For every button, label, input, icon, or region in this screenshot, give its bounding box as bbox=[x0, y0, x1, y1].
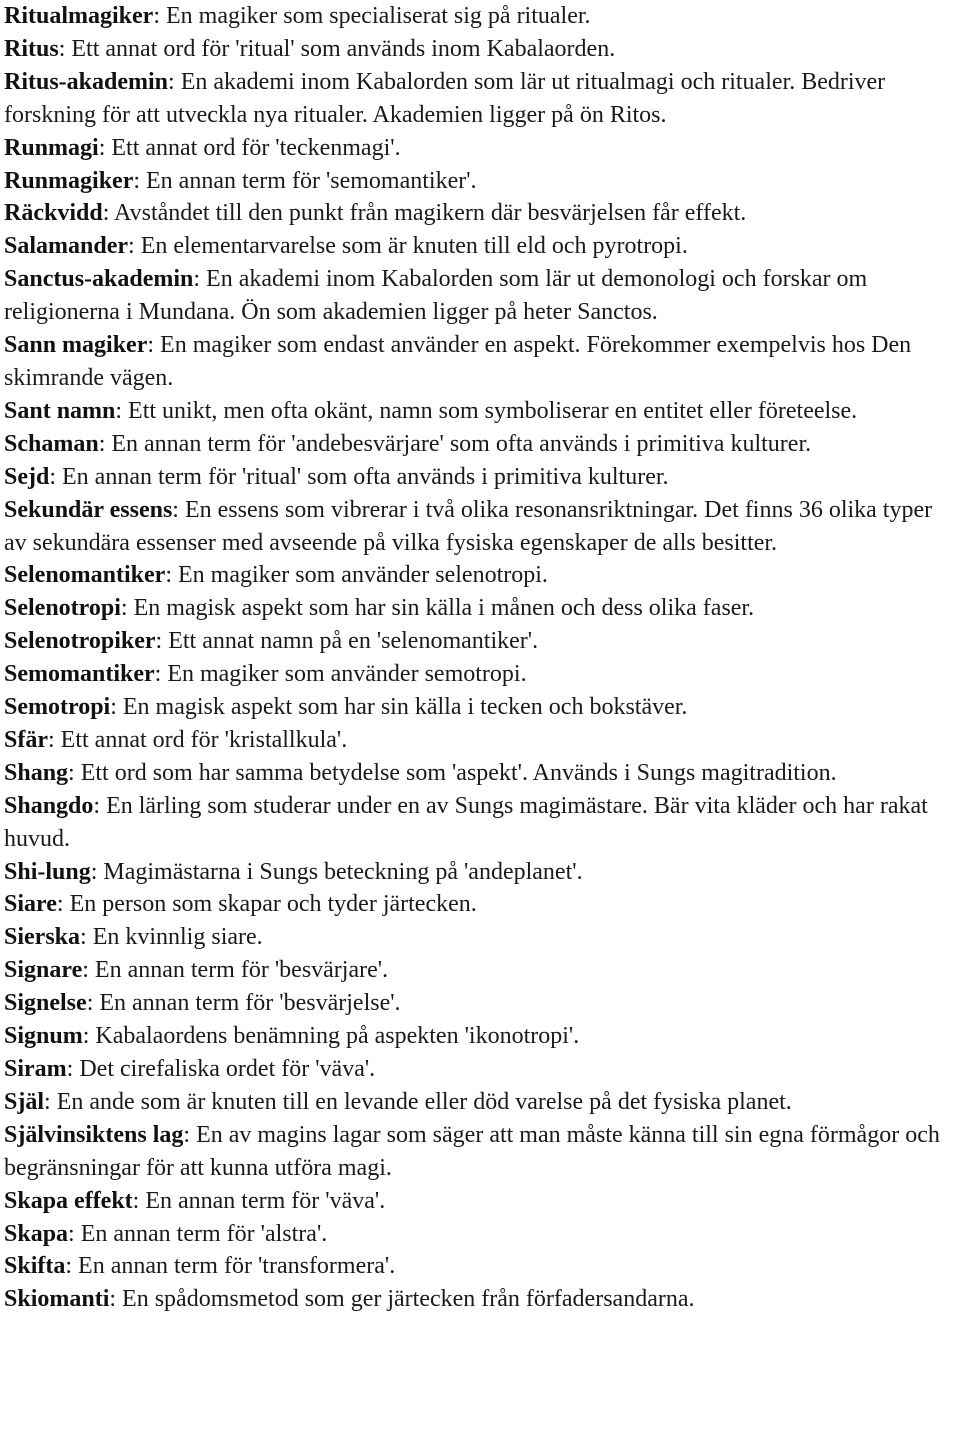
glossary-definition: En magisk aspekt som har sin källa i månen och dess olika faser. bbox=[133, 595, 755, 622]
glossary-term: Semotropi bbox=[4, 694, 111, 721]
glossary-term: Sfär bbox=[4, 726, 48, 753]
glossary-term: Signelse bbox=[4, 990, 87, 1017]
glossary-definition: Det cirefaliska ordet för 'väva'. bbox=[79, 1056, 376, 1082]
glossary-entry: Skapa: En annan term för 'alstra'. bbox=[4, 1220, 328, 1247]
glossary-entry: Ritualmagiker: En magiker som specialiserat sig på ritualer. bbox=[4, 3, 591, 29]
glossary-entry: Runmagi: Ett annat ord för 'teckenmagi'. bbox=[4, 134, 401, 161]
glossary-list bbox=[4, 0, 956, 1316]
glossary-term: Sekundär essens bbox=[4, 496, 173, 523]
glossary-term: Skifta bbox=[4, 1253, 66, 1280]
glossary-term: Sanctus-akademin bbox=[4, 266, 194, 293]
glossary-term: Schaman bbox=[4, 430, 99, 457]
glossary-entry: Salamander: En elementarvarelse som är knuten till eld och pyrotropi. bbox=[4, 233, 688, 260]
glossary-term: Siram bbox=[4, 1056, 67, 1082]
glossary-entry: Selenotropiker: Ett annat namn på en 'selenomantiker'. bbox=[4, 628, 539, 655]
glossary-term: Runmagiker bbox=[4, 167, 134, 194]
glossary-entry: Schaman: En annan term för 'andebesvärjare' som ofta används i primitiva kulturer. bbox=[4, 430, 812, 457]
glossary-definition: En akademi inom Kabalorden som lär ut ritualmagi och ritualer. Bedriver forskning för att utveckla nya ritualer. Akademien ligger på ön Ritos. bbox=[4, 68, 886, 128]
glossary-definition: Magimästarna i Sungs beteckning på 'andeplanet'. bbox=[103, 858, 583, 885]
glossary-definition: Ett unikt, men ofta okänt, namn som symboliserar en entitet eller företeelse. bbox=[128, 397, 858, 424]
glossary-definition: En magiker som endast använder en aspekt. Förekommer exempelvis hos Den skimrande vägen. bbox=[4, 332, 912, 391]
glossary-definition: Ett annat ord för 'teckenmagi'. bbox=[111, 134, 401, 161]
glossary-term: Selenotropi bbox=[4, 595, 121, 622]
glossary-entry: Siram: Det cirefaliska ordet för 'väva'. bbox=[4, 1056, 376, 1082]
glossary-definition: En kvinnlig siare. bbox=[92, 924, 263, 951]
glossary-entry: Ritus: Ett annat ord för 'ritual' som används inom Kabalaorden. bbox=[4, 35, 616, 62]
glossary-entry: Själ: En ande som är knuten till en levande eller död varelse på det fysiska planet. bbox=[4, 1088, 792, 1115]
glossary-entry: Semomantiker: En magiker som använder semotropi. bbox=[4, 661, 527, 688]
glossary-definition: Ett annat namn på en 'selenomantiker'. bbox=[168, 628, 539, 655]
glossary-definition: En spådomsmetod som ger järtecken från förfadersandarna. bbox=[122, 1286, 695, 1313]
glossary-definition: En essens som vibrerar i två olika resonansriktningar. Det finns 36 olika typer av sekundära essenser med avseende på vilka fysiska egenskaper de alls besitter. bbox=[4, 496, 933, 556]
glossary-definition: Ett annat ord för 'kristallkula'. bbox=[60, 726, 348, 753]
glossary-definition: En magiker som använder semotropi. bbox=[167, 661, 527, 688]
glossary-term: Sierska bbox=[4, 924, 81, 951]
glossary-definition: En person som skapar och tyder järtecken. bbox=[69, 891, 477, 918]
glossary-term: Shangdo bbox=[4, 792, 94, 819]
glossary-definition: En magisk aspekt som har sin källa i tecken och bokstäver. bbox=[122, 694, 688, 721]
glossary-definition: En annan term för 'alstra'. bbox=[80, 1220, 328, 1247]
glossary-term: Signum bbox=[4, 1023, 83, 1050]
glossary-entry: Skifta: En annan term för 'transformera'. bbox=[4, 1253, 396, 1280]
glossary-definition: Kabalaordens benämning på aspekten 'ikonotropi'. bbox=[95, 1023, 580, 1050]
glossary-entry: Shi-lung: Magimästarna i Sungs beteckning på 'andeplanet'. bbox=[4, 858, 583, 885]
glossary-entry: Selenomantiker: En magiker som använder selenotropi. bbox=[4, 562, 548, 589]
glossary-definition: En av magins lagar som säger att man måste känna till sin egna förmågor och begränsningar för att kunna utföra magi. bbox=[4, 1121, 940, 1181]
glossary-term: Selenomantiker bbox=[4, 562, 166, 589]
glossary-term: Räckvidd bbox=[4, 200, 103, 227]
glossary-term: Sant namn bbox=[4, 397, 116, 424]
glossary-entry: Signelse: En annan term för 'besvärjelse'. bbox=[4, 990, 401, 1017]
glossary-entry: Sanctus-akademin: En akademi inom Kabalorden som lär ut demonologi och forskar om religionerna i Mundana. Ön som akademien ligger på heter Sanctos. bbox=[4, 266, 868, 326]
glossary-entry: Ritus-akademin: En akademi inom Kabalorden som lär ut ritualmagi och ritualer. Bedriver forskning för att utveckla nya ritualer. Akademien ligger på ön Ritos. bbox=[4, 68, 886, 128]
glossary-definition: En magiker som använder selenotropi. bbox=[178, 562, 548, 589]
glossary-term: Skiomanti bbox=[4, 1286, 110, 1313]
glossary-definition: En annan term för 'väva'. bbox=[145, 1187, 386, 1214]
glossary-definition: En elementarvarelse som är knuten till eld och pyrotropi. bbox=[140, 233, 688, 260]
glossary-term: Själ bbox=[4, 1088, 45, 1115]
glossary-entry: Sekundär essens: En essens som vibrerar i två olika resonansriktningar. Det finns 36 olika typer av sekundära essenser med avseende på vilka fysiska egenskaper de alls besitter. bbox=[4, 496, 933, 556]
glossary-entry: Semotropi: En magisk aspekt som har sin källa i tecken och bokstäver. bbox=[4, 694, 688, 721]
glossary-term: Shi-lung bbox=[4, 858, 91, 885]
glossary-entry: Självinsiktens lag: En av magins lagar som säger att man måste känna till sin egna förmågor och begränsningar för att kunna utföra magi. bbox=[4, 1121, 940, 1181]
glossary-term: Salamander bbox=[4, 233, 129, 260]
glossary-definition: Ett ord som har samma betydelse som 'aspekt'. Används i Sungs magitradition. bbox=[80, 759, 837, 786]
glossary-definition: En annan term för 'besvärjelse'. bbox=[99, 990, 401, 1017]
glossary-definition: En akademi inom Kabalorden som lär ut demonologi och forskar om religionerna i Mundana. Ön som akademien ligger på heter Sanctos. bbox=[4, 266, 868, 326]
glossary-entry: Shangdo: En lärling som studerar under en av Sungs magimästare. Bär vita kläder och har rakat huvud. bbox=[4, 792, 928, 852]
glossary-definition: En annan term för 'besvärjare'. bbox=[94, 957, 389, 984]
glossary-term: Sann magiker bbox=[4, 332, 148, 359]
glossary-entry: Sant namn: Ett unikt, men ofta okänt, namn som symboliserar en entitet eller företeelse. bbox=[4, 397, 858, 424]
glossary-entry: Sfär: Ett annat ord för 'kristallkula'. bbox=[4, 726, 348, 753]
glossary-term: Ritualmagiker bbox=[4, 3, 154, 29]
glossary-entry: Sejd: En annan term för 'ritual' som ofta används i primitiva kulturer. bbox=[4, 463, 669, 490]
glossary-entry: Sann magiker: En magiker som endast använder en aspekt. Förekommer exempelvis hos Den skimrande vägen. bbox=[4, 332, 912, 391]
glossary-term: Signare bbox=[4, 957, 83, 984]
glossary-term: Semomantiker bbox=[4, 661, 155, 688]
glossary-definition: En annan term för 'transformera'. bbox=[78, 1253, 396, 1280]
glossary-entry: Shang: Ett ord som har samma betydelse som 'aspekt'. Används i Sungs magitradition. bbox=[4, 759, 837, 786]
glossary-term: Självinsiktens lag bbox=[4, 1121, 184, 1148]
glossary-definition: En magiker som specialiserat sig på ritualer. bbox=[166, 3, 591, 29]
glossary-term: Skapa bbox=[4, 1220, 69, 1247]
glossary-definition: En ande som är knuten till en levande eller död varelse på det fysiska planet. bbox=[56, 1088, 792, 1115]
glossary-term: Selenotropiker bbox=[4, 628, 156, 655]
glossary-term: Siare bbox=[4, 891, 57, 918]
glossary-entry: Räckvidd: Avståndet till den punkt från magikern där besvärjelsen får effekt. bbox=[4, 200, 747, 227]
glossary-term: Shang bbox=[4, 759, 69, 786]
glossary-term: Skapa effekt bbox=[4, 1187, 133, 1214]
glossary-entry: Signare: En annan term för 'besvärjare'. bbox=[4, 957, 389, 984]
glossary-definition: En annan term för 'ritual' som ofta används i primitiva kulturer. bbox=[62, 463, 669, 490]
glossary-term: Runmagi bbox=[4, 134, 99, 161]
glossary-definition: Ett annat ord för 'ritual' som används inom Kabalaorden. bbox=[71, 35, 616, 62]
glossary-entry: Sierska: En kvinnlig siare. bbox=[4, 924, 263, 951]
glossary-definition: En annan term för 'andebesvärjare' som ofta används i primitiva kulturer. bbox=[111, 430, 812, 457]
glossary-term: Ritus bbox=[4, 35, 59, 62]
glossary-entry: Skapa effekt: En annan term för 'väva'. bbox=[4, 1187, 386, 1214]
glossary-entry: Runmagiker: En annan term för 'semomantiker'. bbox=[4, 167, 477, 194]
glossary-definition: Avståndet till den punkt från magikern där besvärjelsen får effekt. bbox=[114, 200, 747, 227]
glossary-definition: En lärling som studerar under en av Sungs magimästare. Bär vita kläder och har rakat huvud. bbox=[4, 792, 928, 852]
glossary-entry: Signum: Kabalaordens benämning på aspekten 'ikonotropi'. bbox=[4, 1023, 580, 1050]
glossary-entry: Selenotropi: En magisk aspekt som har sin källa i månen och dess olika faser. bbox=[4, 595, 755, 622]
glossary-definition: En annan term för 'semomantiker'. bbox=[146, 167, 477, 194]
glossary-term: Ritus-akademin bbox=[4, 68, 169, 95]
glossary-entry: Skiomanti: En spådomsmetod som ger järtecken från förfadersandarna. bbox=[4, 1286, 695, 1313]
glossary-entry: Siare: En person som skapar och tyder järtecken. bbox=[4, 891, 477, 918]
glossary-term: Sejd bbox=[4, 463, 50, 490]
